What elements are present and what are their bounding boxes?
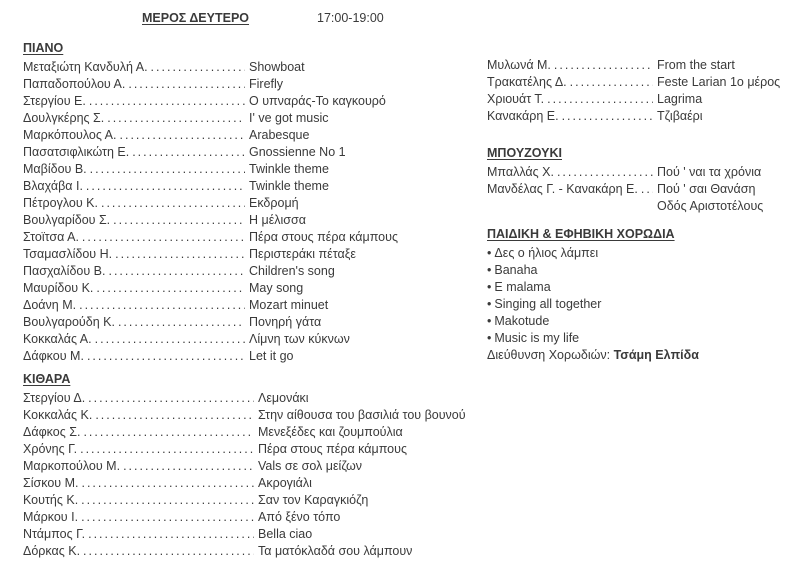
program-entry [487,108,792,125]
dot-leader [88,390,254,407]
dot-leader [547,91,653,108]
performer-name: Πέτρογλου Κ. [23,196,98,210]
piece-title: Λίμνη των κύκνων [249,332,350,346]
entry-lead [23,280,247,297]
choir-director-line [487,347,792,364]
program-entry [23,246,478,263]
entry-lead [23,144,247,161]
piece-title: Let it go [249,349,294,363]
section-piano-continued [487,57,792,125]
section-kithara [23,371,478,560]
performer-name: Μεταξιώτη Κανδυλή Α. [23,60,148,74]
right-column [487,57,792,364]
choir-song-row [487,313,792,330]
entry-lead [23,314,247,331]
piece-title: Vals σε σολ μείζων [258,459,363,473]
kithara-entry-list [23,390,478,560]
performer-name: Δάφκου Μ. [23,349,84,363]
piece-title: Η μέλισσα [249,213,306,227]
entry-lead [487,91,655,108]
piece-title: Arabesque [249,128,310,142]
program-entry [487,57,792,74]
piece-title: Πέρα στους πέρα κάμπους [249,230,398,244]
piece-title: Bella ciao [258,527,313,541]
choir-director-name: Τσάμη Ελπίδα [613,348,699,362]
piano-entry-list [23,59,478,365]
program-entry [23,212,478,229]
program-entry [487,91,792,108]
performer-name: Κανακάρη Ε. [487,109,559,123]
piece-title: From the start [657,58,735,72]
choir-song-row [487,296,792,313]
program-entry [23,229,478,246]
dot-leader [95,331,245,348]
dot-leader [95,407,254,424]
entry-lead [23,76,247,93]
program-entry [23,59,478,76]
entry-lead [23,93,247,110]
program-entry [23,144,478,161]
piece-title: Τζιβαέρι [657,109,703,123]
dot-leader [554,57,653,74]
piece-title: Twinkle theme [249,162,329,176]
performer-name: Στεργίου Δ. [23,391,86,405]
choir-song-list [487,245,792,347]
entry-lead [487,198,655,215]
choir-song-row [487,245,792,262]
program-entry [23,178,478,195]
dot-leader [96,280,245,297]
dot-leader [641,181,653,198]
choir-song-row [487,330,792,347]
dot-leader [490,198,653,215]
program-entry [23,390,478,407]
performer-name: Πασατσιφλικώτη Ε. [23,145,130,159]
choir-song-title: • Singing all together [487,296,601,313]
section-bouzouki [487,145,792,215]
dot-leader [113,212,245,229]
program-entry [23,280,478,297]
dot-leader [562,108,653,125]
entry-lead [23,543,256,560]
dot-leader [151,59,245,76]
dot-leader [101,195,245,212]
program-entry [23,263,478,280]
entry-lead [23,59,247,76]
entry-lead [23,195,247,212]
part-title: ΜΕΡΟΣ ΔΕΥΤΕΡΟ [142,11,250,25]
entry-lead [23,297,247,314]
dot-leader [86,178,245,195]
dot-leader [557,164,653,181]
program-entry [23,110,478,127]
dot-leader [132,144,245,161]
entry-lead [487,74,655,91]
entry-lead [487,108,655,125]
dot-leader [108,263,245,280]
entry-lead [23,110,247,127]
performer-name: Ντάμπος Γ. [23,527,86,541]
entry-lead [23,407,256,424]
piece-title: Lagrima [657,92,703,106]
piece-title: Πονηρή γάτα [249,315,322,329]
entry-lead [23,212,247,229]
program-entry [23,441,478,458]
performer-name: Δάφκος Σ. [23,425,81,439]
program-entry [23,543,478,560]
performer-name: Στεργίου Ε. [23,94,86,108]
entry-lead [23,263,247,280]
section-title-bouzouki: ΜΠΟΥΖΟΥΚΙ [487,146,562,160]
piece-title: Children's song [249,264,335,278]
entry-lead [23,127,247,144]
entry-lead [23,331,247,348]
piece-title: Περιστεράκι πέταξε [249,247,356,261]
dot-leader [80,441,254,458]
choir-song-title: • Δες ο ήλιος λάμπει [487,245,598,262]
choir-song-row [487,262,792,279]
program-entry [23,424,478,441]
piece-title: Τα ματόκλαδά σου λάμπουν [258,544,413,558]
performer-name: Τσαμασλίδου Η. [23,247,113,261]
performer-name: Δόρκας Κ. [23,544,81,558]
section-title-kithara: ΚΙΘΑΡΑ [23,372,71,386]
entry-lead [23,390,256,407]
performer-name: Τρακατέλης Δ. [487,75,567,89]
piece-title: Mozart minuet [249,298,329,312]
piano-continued-entry-list [487,57,792,125]
piece-title: Από ξένο τόπο [258,510,341,524]
piece-title: May song [249,281,304,295]
program-entry [23,314,478,331]
choir-song-title: • Banaha [487,262,538,279]
performer-name: Μαρκόπουλος Α. [23,128,117,142]
section-choir [487,226,792,364]
entry-lead [487,164,655,181]
dot-leader [81,492,254,509]
dot-leader [90,161,245,178]
piece-title: Πέρα στους πέρα κάμπους [258,442,407,456]
piece-title: Twinkle theme [249,179,329,193]
entry-lead [23,441,256,458]
dot-leader [81,509,254,526]
program-entry [23,127,478,144]
performer-name: Δουλγκέρης Σ. [23,111,105,125]
piece-title: I' ve got music [249,111,329,125]
dot-leader [107,110,245,127]
entry-lead [23,424,256,441]
program-entry [23,475,478,492]
program-entry [23,331,478,348]
dot-leader [82,229,245,246]
performer-name: Βουλγαρίδου Σ. [23,213,111,227]
entry-lead [23,161,247,178]
program-entry [23,297,478,314]
entry-lead [23,246,247,263]
performer-name: Κοκκαλάς Α. [23,332,92,346]
performer-name: Χριουάτ Τ. [487,92,545,106]
program-entry [487,181,792,198]
choir-song-title: • Makotude [487,313,549,330]
program-entry [23,492,478,509]
entry-lead [23,475,256,492]
choir-song-row [487,279,792,296]
document-header [142,10,384,27]
dot-leader [81,475,254,492]
dot-leader [89,93,245,110]
dot-leader [87,348,245,365]
performer-name: Κοκκαλάς Κ. [23,408,93,422]
choir-song-title: • Music is my life [487,330,579,347]
dot-leader [570,74,653,91]
choir-director-label: Διεύθυνση Χορωδιών: [487,348,611,362]
piece-title: Μενεξέδες και ζουμπούλια [258,425,403,439]
program-entry [23,526,478,543]
performer-name: Μαυρίδου Κ. [23,281,94,295]
time-range: 17:00-19:00 [317,11,384,25]
program-entry [23,93,478,110]
performer-name: Πασχαλίδου Β. [23,264,106,278]
dot-leader [88,526,254,543]
performer-name: Κουτής Κ. [23,493,79,507]
dot-leader [118,314,245,331]
performer-name: Χρόνης Γ. [23,442,78,456]
dot-leader [128,76,245,93]
program-entry [23,509,478,526]
dot-leader [115,246,245,263]
dot-leader [123,458,254,475]
piece-title: Λεμονάκι [258,391,309,405]
performer-name: Στοϊτσα Α. [23,230,79,244]
section-title-piano: ΠΙΑΝΟ [23,41,64,55]
entry-lead [23,509,256,526]
program-entry [487,198,792,215]
program-entry [23,348,478,365]
entry-lead [23,458,256,475]
piece-title: Πού ' σαι Θανάση [657,182,756,196]
entry-lead [23,178,247,195]
piece-title: Ακρογιάλι [258,476,312,490]
entry-lead [23,348,247,365]
performer-name: Παπαδοπούλου Α. [23,77,126,91]
entry-lead [487,181,655,198]
piece-title: Πού ' ναι τα χρόνια [657,165,762,179]
program-entry [23,458,478,475]
performer-name: Βλαχάβα Ι. [23,179,83,193]
program-entry [23,407,478,424]
piece-title: Ο υπναράς-Το καγκουρό [249,94,386,108]
program-entry [23,195,478,212]
dot-leader [83,543,254,560]
dot-leader [120,127,246,144]
program-entry [23,161,478,178]
left-column [23,40,478,560]
piece-title: Feste Larian 1ο μέρος [657,75,781,89]
section-title-choir: ΠΑΙΔΙΚΗ & ΕΦΗΒΙΚΗ ΧΟΡΩΔΙΑ [487,227,675,241]
entry-lead [23,229,247,246]
dot-leader [79,297,245,314]
entry-lead [23,526,256,543]
performer-name: Μανδέλας Γ. - Κανακάρη Ε. [487,182,638,196]
performer-name: Σίσκου Μ. [23,476,79,490]
entry-lead [23,492,256,509]
piece-title: Σαν τον Καραγκιόζη [258,493,369,507]
piece-title: Showboat [249,60,305,74]
choir-song-title: • E malama [487,279,551,296]
entry-lead [487,57,655,74]
program-entry [23,76,478,93]
performer-name: Βουλγαρούδη Κ. [23,315,115,329]
performer-name: Μάρκου Ι. [23,510,79,524]
program-entry [487,74,792,91]
dot-leader [83,424,254,441]
piece-title: Εκδρομή [249,196,299,210]
piece-title: Gnossienne No 1 [249,145,346,159]
piece-title: Στην αίθουσα του βασιλιά του βουνού [258,408,466,422]
section-piano [23,40,478,365]
performer-name: Μπαλλάς Χ. [487,165,554,179]
piece-title: Οδός Αριστοτέλους [657,199,764,213]
bouzouki-entry-list [487,164,792,215]
performer-name: Δοάνη Μ. [23,298,77,312]
performer-name: Μαρκοπούλου Μ. [23,459,121,473]
performer-name: Μυλωνά Μ. [487,58,551,72]
piece-title: Firefly [249,77,284,91]
program-entry [487,164,792,181]
performer-name: Μαβίδου Β. [23,162,87,176]
